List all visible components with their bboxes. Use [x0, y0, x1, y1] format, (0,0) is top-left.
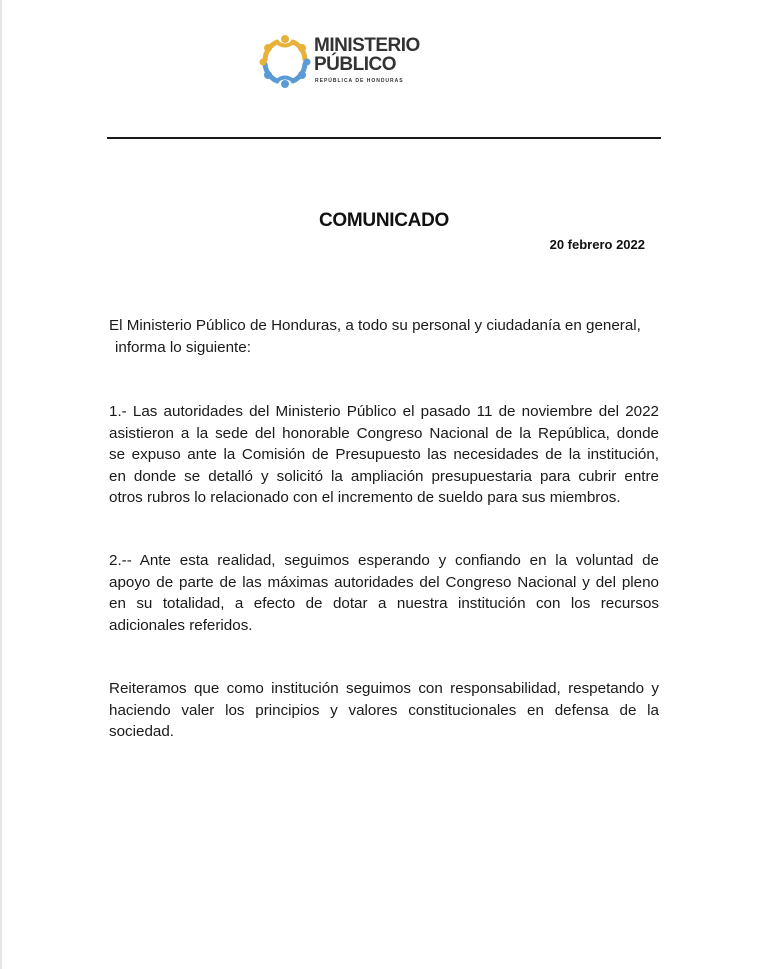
paragraph-line: 1.- Las autoridades del Ministerio Público el pasado 11 de noviembre del 2022 [109, 403, 659, 420]
paragraph-line: 2.-- Ante esta realidad, seguimos esperando y confiando en la voluntad de [109, 552, 659, 569]
document-date: 20 febrero 2022 [549, 237, 645, 252]
paragraph-line: apoyo de parte de las máximas autoridades del Congreso Nacional y del pleno [109, 573, 659, 591]
page-edge [0, 0, 2, 969]
logo-subtitle: REPÚBLICA DE HONDURAS [315, 78, 404, 84]
paragraph-line: otros rubros lo relacionado con el incremento de sueldo para sus miembros. [109, 489, 621, 506]
logo-title-line2: PÚBLICO [314, 54, 396, 75]
paragraph-line: haciendo valer los principios y valores constitucionales en defensa de la [109, 701, 659, 719]
logo-title-line1: MINISTERIO [314, 35, 420, 56]
paragraph-line: sociedad. [109, 723, 175, 740]
paragraph-line: adicionales referidos. [109, 616, 253, 634]
point-1-paragraph [109, 401, 659, 509]
paragraph-line: asistieron a la sede del honorable Congreso Nacional de la República, donde [109, 424, 659, 442]
paragraph-line: se expuso ante la Comisión de Presupuesto las necesidades de la institución, [109, 446, 659, 463]
header-divider [107, 137, 661, 139]
ministerio-publico-logo [259, 32, 429, 90]
paragraph-line: en donde se detalló y solicitó la ampliación presupuestaria para cubrir entre [109, 467, 659, 485]
document-title: COMUNICADO [319, 210, 449, 231]
point-2-paragraph [109, 550, 659, 636]
intro-paragraph [109, 315, 659, 358]
closing-paragraph [109, 678, 659, 743]
people-circle-logo-icon [259, 34, 311, 88]
paragraph-line: Reiteramos que como institución seguimos con responsabilidad, respetando y [109, 680, 659, 697]
paragraph-line: El Ministerio Público de Honduras, a todo su personal y ciudadanía en general, [109, 317, 641, 334]
paragraph-line: en su totalidad, a efecto de dotar a nuestra institución con los recursos [109, 595, 659, 612]
paragraph-line: informa lo siguiente: [115, 338, 251, 356]
